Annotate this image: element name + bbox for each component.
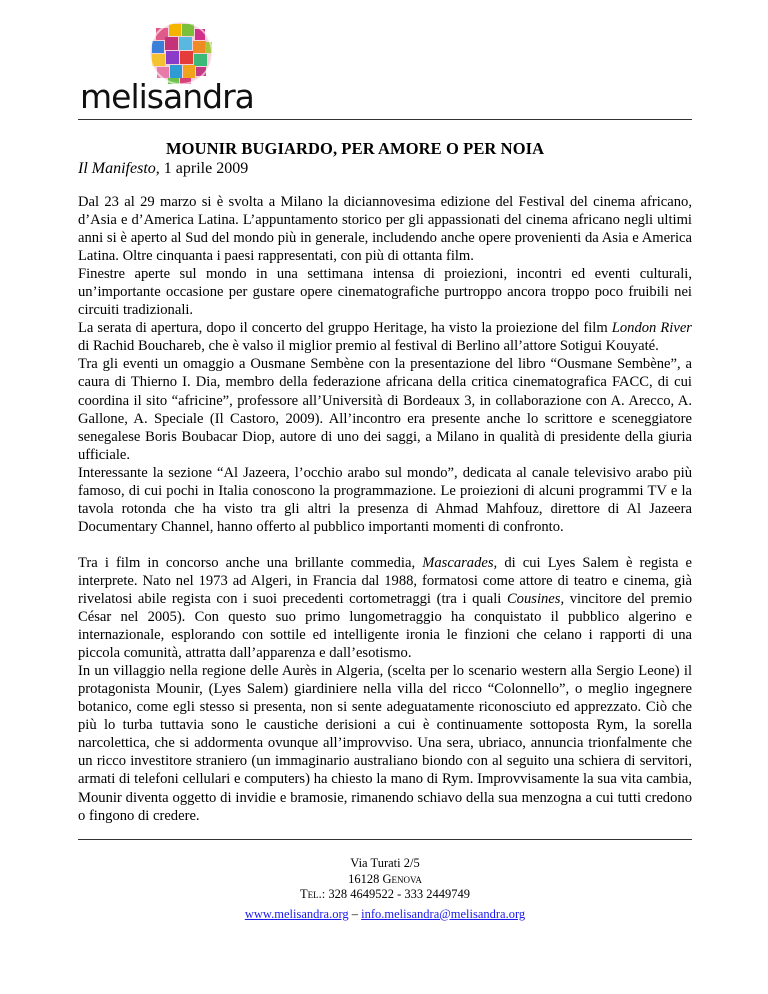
footer-separator: – [348, 906, 362, 921]
paragraph-windows: Finestre aperte sul mondo in una settimana intensa di proiezioni, incontri ed eventi culturali, un’importante occasione per gustare opere cinematografiche purtroppo ancora troppo poco fruibili nei circuiti tradizionali. [78, 266, 692, 319]
paragraph-plot: In un villaggio nella regione delle Aurès in Algeria, (scelta per lo scenario western alla Sergio Leone) il protagonista Mounir, (Lyes Salem) giardiniere nella villa del ricco “Colonnello”, o meglio ingegnere botanico, come egli stesso si presenta, non si sente adeguatamente riconosciuto ed apprezzato. Ciò che più lo turba tuttavia sono le caustiche derisioni a cui è continuamente sottoposta Rym, la sorella narcolettica, che si addormenta ovunque all’improvviso. Una sera, ubriaco, annuncia trionfalmente che un ricco investitore straniero (un immaginario australiano biondo con al seguito una schiera di servitori, armati di telefoni cellulari e computers) ha chiesto la mano di Rym. Improvvisamente la sua vita cambia, Mounir diventa oggetto di invidie e bramosie, rimanendo schiavo della sua menzogna a cui tutti credono o fingono di credere. [78, 663, 692, 824]
paragraph-aljazeera: Interessante la sezione “Al Jazeera, l’occhio arabo sul mondo”, dedicata al canale televisivo arabo più famoso, di cui pochi in Italia conoscono la programmazione. Le proiezioni di alcuni programmi TV e la tavola rotonda che ha visto tra gli altri la presenza di Ahmad Mahfouz, direttore di Al Jazeera Documentary Channel, hanno offerto al pubblico importanti momenti di confronto. [78, 464, 692, 535]
film-title: London River [611, 320, 692, 337]
publication-date: , 1 aprile 2009 [155, 160, 249, 177]
footer-address: Via Turati 2/5 [350, 856, 420, 870]
footer-city: Genova [382, 871, 422, 886]
footer-links [78, 907, 692, 923]
paragraph-mascarades-text-3: vincitore del premio César nel 2005). Con questo suo primo lungometraggio ha conquistato il pubblico algerino e internazionale, esplorando con sottile ed intelligente ironia le finzioni che celano i rapporti di una piccola comunità, attratta dall’apparenza e dall’esotismo. [78, 590, 692, 662]
mosaic-circle-icon [150, 22, 212, 84]
paragraph-opening [78, 319, 692, 355]
paragraph-opening-text-2: di Rachid Bouchareb, che è valso il miglior premio al festival di Berlino all’attore Sotigui Kouyaté. [78, 338, 659, 355]
footer-tel-value: : 328 4649522 - 333 2449749 [321, 887, 471, 901]
footer-city-line [78, 872, 692, 888]
paragraph-opening-text: La serata di apertura, dopo il concerto del gruppo Heritage, ha visto la proiezione del film [78, 320, 612, 337]
article-body [78, 193, 692, 825]
footer-postcode: 16128 [348, 871, 383, 886]
paragraph-mascarades [78, 554, 692, 662]
footer-tel-label: Tel. [299, 887, 322, 901]
melisandra-logo [78, 8, 278, 118]
paragraph-mascarades-text-2: di cui Lyes Salem è regista e interprete. Nato nel 1973 ad Algeri, in Francia dal 1988, formatosi come attore di teatro e cinema, già rivelatosi abile regista con i suoi precedenti cortometraggi (tra i quali [78, 554, 692, 607]
logo-wordmark: melisandra [80, 77, 254, 116]
article-source [78, 160, 248, 178]
header-divider [78, 119, 692, 120]
film-title: Cousines, [506, 590, 565, 607]
publication-name: Il Manifesto [78, 160, 156, 177]
email-link[interactable]: info.melisandra@melisandra.org [361, 906, 526, 921]
footer-phone-line [78, 887, 692, 903]
paragraph-festival: Dal 23 al 29 marzo si è svolta a Milano la diciannovesima edizione del Festival del cinema africano, d’Asia e d’America Latina. L’appuntamento storico per gli appassionati del cinema africano negli ultimi anni si è aperto al Sud del mondo più in generale, includendo anche opere provenienti da Asia e America Latina. Oltre cinquanta i paesi rappresentati, con più di ottanta film. [78, 194, 692, 265]
article-title: MOUNIR BUGIARDO, PER AMORE O PER NOIA [166, 139, 545, 158]
logo-graphic [78, 8, 278, 118]
paragraph-sembene: Tra gli eventi un omaggio a Ousmane Sembène con la presentazione del libro “Ousmane Sembène”, a caura di Thierno I. Dia, membro della federazione africana della critica cinematografica FACC, di cui coordina il sito “africine”, professore all’Università di Bordeaux 3, in collaborazione con A. Arecco, A. Gallone, A. Speciale (Il Castoro, 2009). All’incontro era presente anche lo scrittore e sceneggiatore senegalese Boris Boubacar Diop, autore di uno dei saggi, a Milano in qualità di presidente della giuria ufficiale. [78, 356, 692, 463]
footer-divider [78, 839, 692, 840]
paragraph-mascarades-text: Tra i film in concorso anche una brillante commedia, [78, 554, 423, 571]
film-title: Mascarades, [422, 554, 498, 571]
website-link[interactable]: www.melisandra.org [244, 906, 349, 921]
footer [78, 856, 692, 922]
